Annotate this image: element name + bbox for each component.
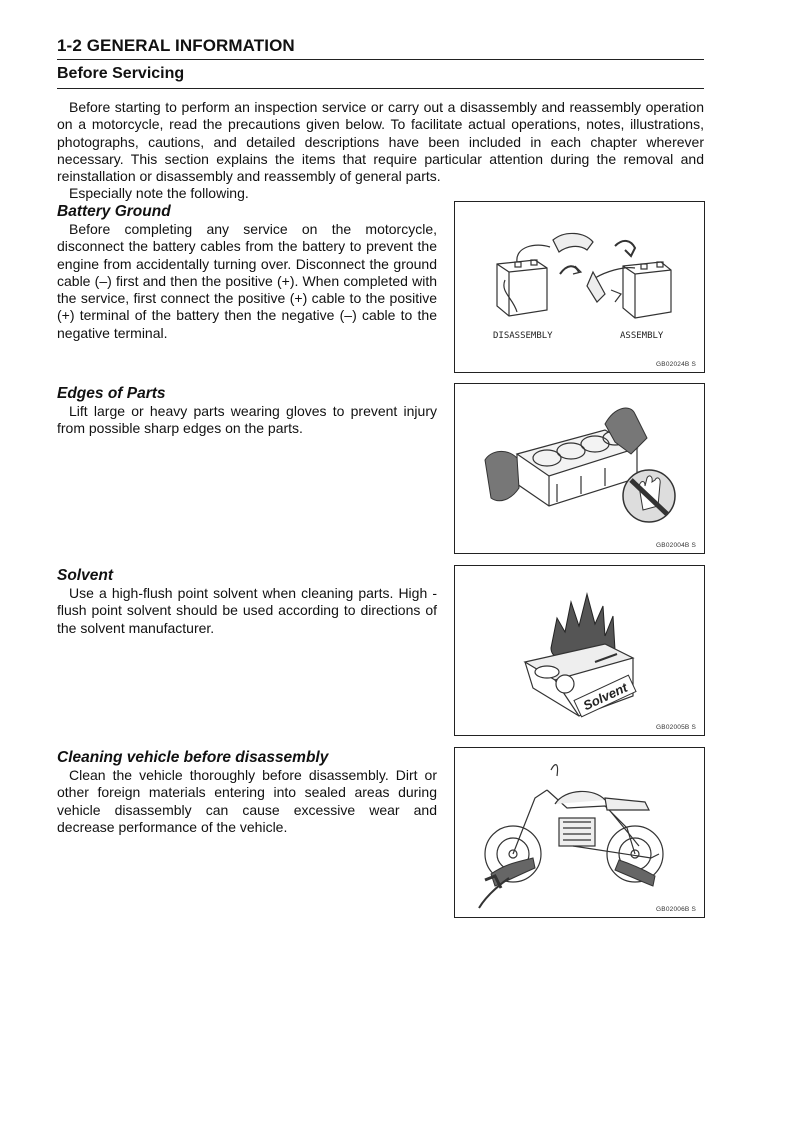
solvent-tray-flame-illustration [455,566,704,735]
battery-ground-section [57,203,437,342]
solvent-heading: Solvent [57,567,113,584]
edges-of-parts-figure [454,383,705,554]
solvent-section [57,567,437,637]
cleaning-vehicle-heading: Cleaning vehicle before disassembly [57,749,329,766]
header-rule [57,59,704,60]
figure-code: GB02006B S [656,906,696,913]
solvent-body: Use a high-flush point solvent when cleaning parts. High -flush point solvent should be used according to directions of the solvent manufacturer. [57,585,437,636]
figure-code: GB02004B S [656,542,696,549]
assembly-label: ASSEMBLY [620,331,664,341]
section-rule [57,88,704,89]
battery-ground-heading: Battery Ground [57,203,171,220]
gloved-hands-lifting-cylinder-illustration [455,384,704,553]
figure-code: GB02005B S [656,724,696,731]
intro-paragraph: Before starting to perform an inspection service or carry out a disassembly and reassembly operation on a motorcycle, read the precautions given below. To facilitate actual operations, notes, illustrations, photographs, cautions, and detailed descriptions have been included in each chapter wherever necessary. This section explains the items that require particular attention during the removal and reinstallation or disassembly and reassembly of general parts. [57,99,704,185]
battery-ground-body: Before completing any service on the motorcycle, disconnect the battery cables from the battery to prevent the engine from accidentally turning over. Disconnect the ground cable (–) first and then the positive (+). When completed with the service, first connect the positive (+) cable to the positive (+) terminal of the battery then the negative (–) cable to the negative terminal. [57,221,437,341]
solvent-figure [454,565,705,736]
edges-of-parts-section [57,385,437,438]
motorcycle-washing-illustration [455,748,704,917]
cleaning-vehicle-figure [454,747,705,918]
intro-note: Especially note the following. [69,185,249,202]
solvent-tray-label: Solvent [580,679,630,714]
disassembly-label: DISASSEMBLY [493,331,553,341]
section-title: Before Servicing [57,65,185,82]
edges-of-parts-heading: Edges of Parts [57,385,166,402]
battery-terminal-illustration [455,202,704,372]
battery-ground-figure [454,201,705,373]
chapter-title: 1-2 GENERAL INFORMATION [57,36,295,55]
edges-of-parts-body: Lift large or heavy parts wearing gloves to prevent injury from possible sharp edges on the parts. [57,403,437,437]
cleaning-vehicle-section [57,749,437,836]
intro [57,99,704,203]
cleaning-vehicle-body: Clean the vehicle thoroughly before disassembly. Dirt or other foreign materials entering into sealed areas during vehicle disassembly can cause excessive wear and decrease performance of the vehicle. [57,767,437,835]
figure-code: GB02024B S [656,361,696,368]
